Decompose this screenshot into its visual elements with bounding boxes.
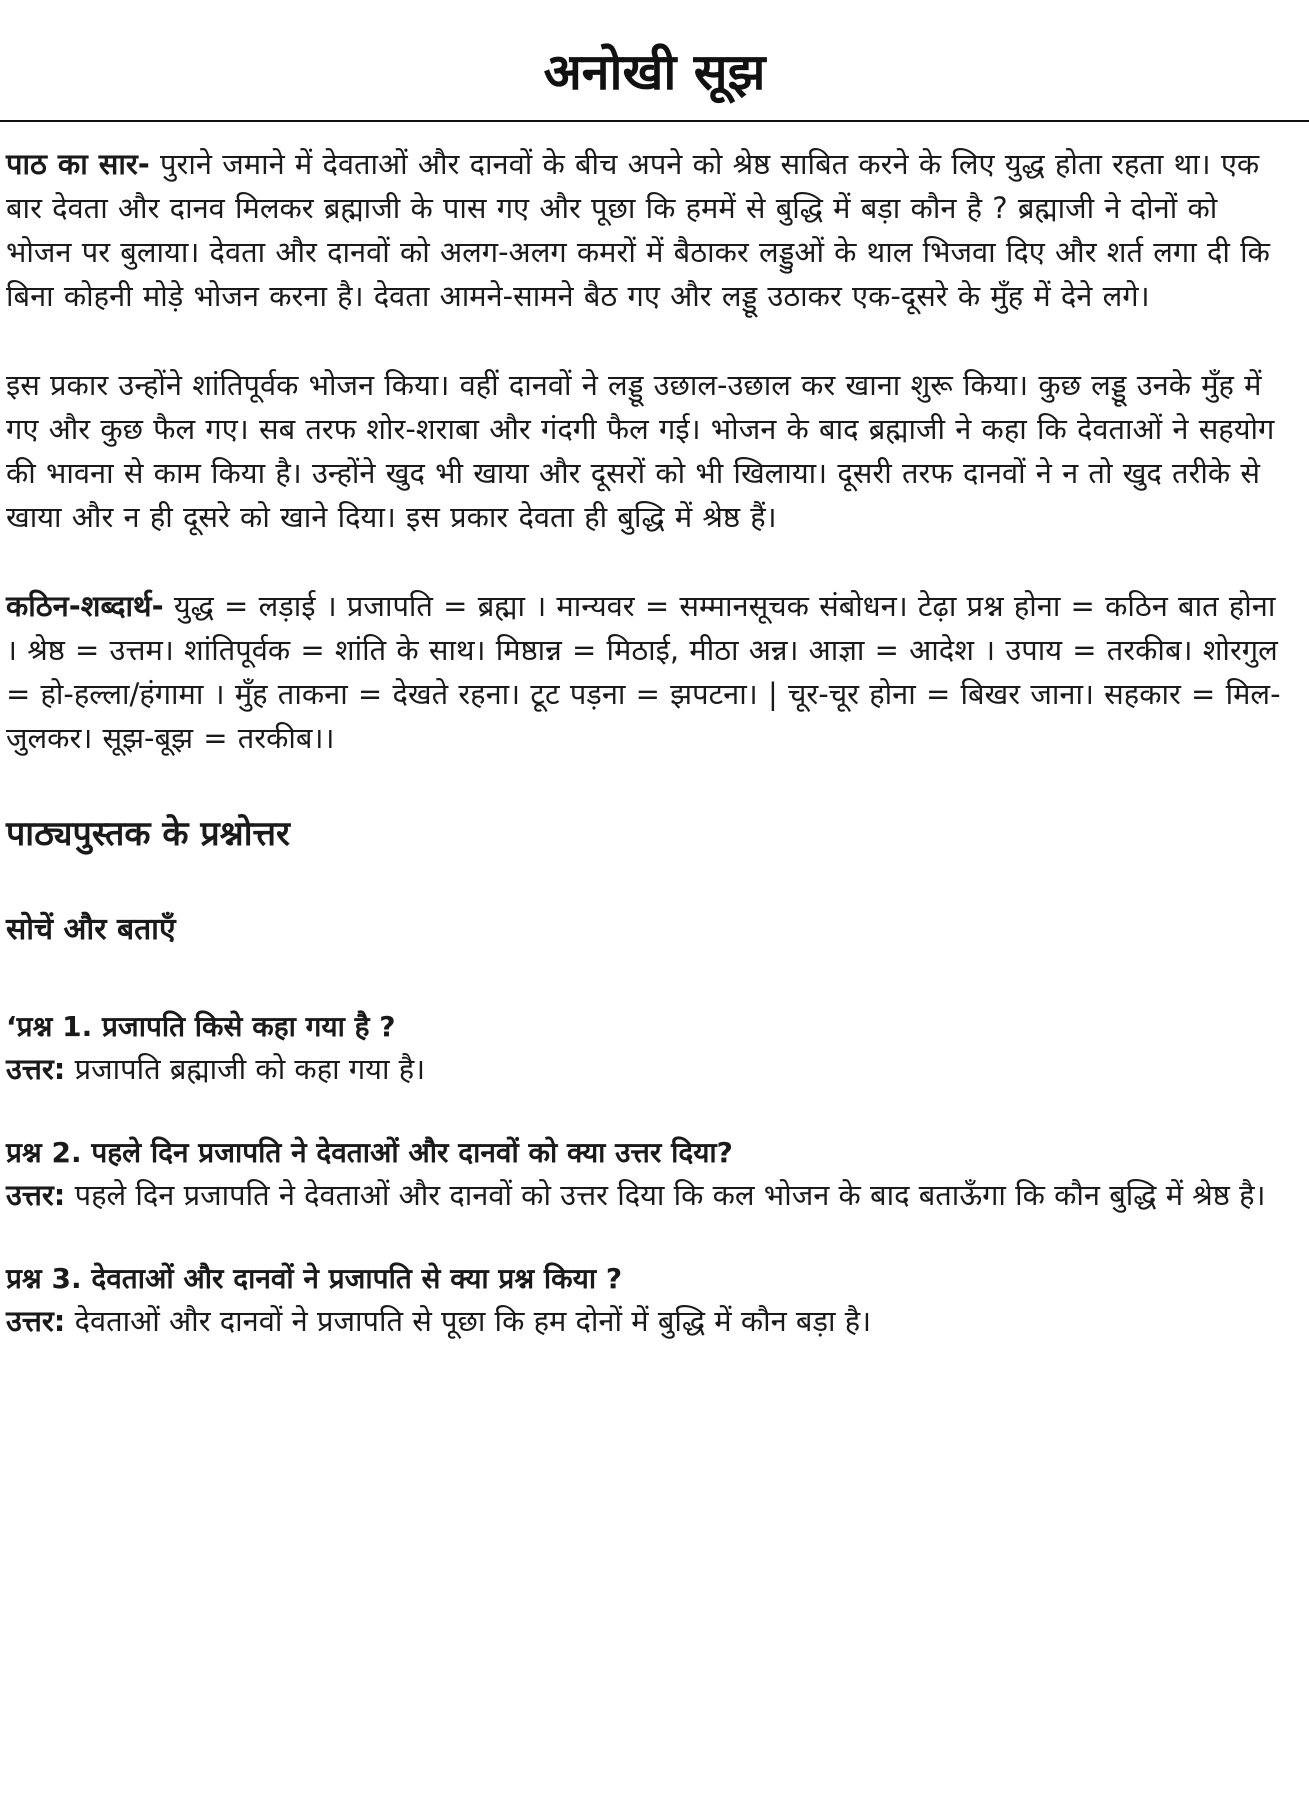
- page-title: अनोखी सूझ: [543, 42, 766, 101]
- answer-2: [6, 1173, 1291, 1217]
- summary-paragraph-1: [6, 142, 1291, 318]
- summary-text-1: पुराने जमाने में देवताओं और दानवों के बीच अपने को श्रेष्ठ साबित करने के लिए युद्ध होता रहता था। एक बार देवता और दानव मिलकर ब्रह्माजी के पास गए और पूछा कि हममें से बुद्धि में बड़ा कौन है ? ब्रह्माजी ने दोनों को भोजन पर बुलाया। देवता और दानवों को अलग-अलग कमरों में बैठाकर लड्डुओं के थाल भिजवा दिए और शर्त लगा दी कि बिना कोहनी मोड़े भोजन करना है। देवता आमने-सामने बैठ गए और लड्डू उठाकर एक-दूसरे के मुँह में देने लगे।: [6, 147, 1270, 313]
- glossary-paragraph: [6, 584, 1291, 760]
- answer-label: उत्तर:: [6, 1178, 66, 1212]
- title-divider: [0, 120, 1309, 122]
- qa-item-3: [6, 1259, 1291, 1343]
- qa-item-2: [6, 1133, 1291, 1217]
- question-2: प्रश्न 2. पहले दिन प्रजापति ने देवताओं और दानवों को क्या उत्तर दिया?: [6, 1136, 733, 1169]
- question-1: ‘प्रश्न 1. प्रजापति किसे कहा गया है ?: [6, 1010, 396, 1043]
- answer-text-2: पहले दिन प्रजापति ने देवताओं और दानवों को उत्तर दिया कि कल भोजन के बाद बताऊँगा कि कौन बुद्धि में श्रेष्ठ है।: [65, 1178, 1266, 1212]
- qa-item-1: [6, 1007, 1291, 1091]
- question-3: प्रश्न 3. देवताओं और दानवों ने प्रजापति से क्या प्रश्न किया ?: [6, 1262, 623, 1295]
- subsection-heading: सोचें और बताएँ: [6, 912, 176, 947]
- summary-paragraph-2: इस प्रकार उन्होंने शांतिपूर्वक भोजन किया। वहीं दानवों ने लड्डू उछाल-उछाल कर खाना शुरू किया। कुछ लड्डू उनके मुँह में गए और कुछ फैल गए। सब तरफ शोर-शराबा और गंदगी फैल गई। भोजन के बाद ब्रह्माजी ने कहा कि देवताओं ने सहयोग की भावना से काम किया है। उन्होंने खुद भी खाया और दूसरों को भी खिलाया। दूसरी तरफ दानवों ने न तो खुद तरीके से खाया और न ही दूसरे को खाने दिया। इस प्रकार देवता ही बुद्धि में श्रेष्ठ हैं।: [6, 368, 1275, 534]
- glossary-label: कठिन-शब्दार्थ-: [6, 589, 164, 623]
- answer-text-3: देवताओं और दानवों ने प्रजापति से पूछा कि हम दोनों में बुद्धि में कौन बड़ा है।: [65, 1304, 872, 1338]
- summary-label: पाठ का सार-: [6, 147, 150, 181]
- answer-text-1: प्रजापति ब्रह्माजी को कहा गया है।: [65, 1052, 426, 1086]
- document-body: [6, 142, 1291, 1343]
- answer-label: उत्तर:: [6, 1304, 66, 1338]
- answer-label: उत्तर:: [6, 1052, 66, 1086]
- glossary-text: युद्ध = लड़ाई । प्रजापति = ब्रह्मा । मान्यवर = सम्मानसूचक संबोधन। टेढ़ा प्रश्न होना = कठिन बात होना । श्रेष्ठ = उत्तम। शांतिपूर्वक = शांति के साथ। मिष्ठान्न = मिठाई, मीठा अन्न। आज्ञा = आदेश । उपाय = तरकीब। शोरगुल = हो-हल्ला/हंगामा । मुँह ताकना = देखते रहना। टूट पड़ना = झपटना। | चूर-चूर होना = बिखर जाना। सहकार = मिल-जुलकर। सूझ-बूझ = तरकीब।।: [6, 589, 1281, 755]
- answer-1: [6, 1047, 1291, 1091]
- answer-3: [6, 1299, 1291, 1343]
- section-heading: पाठ्यपुस्तक के प्रश्नोत्तर: [6, 814, 290, 854]
